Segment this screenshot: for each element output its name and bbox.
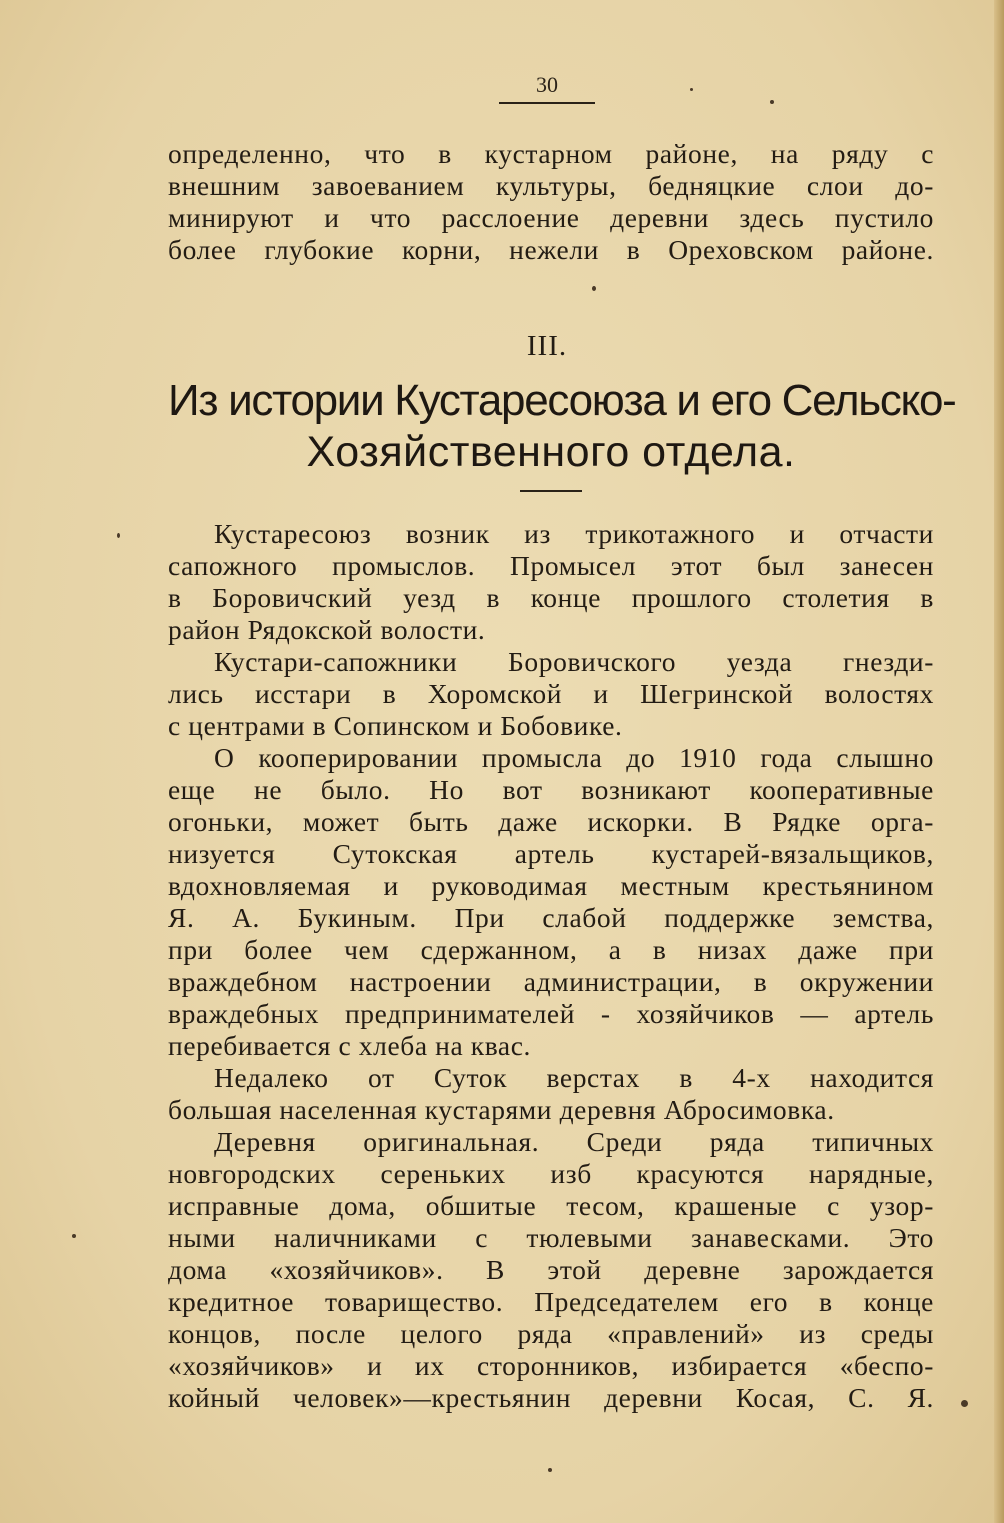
chapter-heading-line-1: Из истории Кустаресоюза и его Сельско- [168,376,956,425]
text-line: перебивается с хлеба на квас. [168,1030,532,1061]
text-line: при более чем сдержанном, а в низах даже при [168,934,934,965]
text-line: новгородских сереньких изб красуются нарядные, [168,1158,934,1189]
page-number-rule [499,102,595,104]
text-line: определенно, что в кустарном районе, на ряду с [168,138,934,169]
text-line: вдохновляемая и руководимая местным крестьянином [168,870,934,901]
text-line: «хозяйчиков» и их сторонников, избирается «беспо- [168,1350,934,1381]
chapter-heading-line-2: Хозяйственного отдела. [306,428,796,476]
text-line: исправные дома, обшитые тесом, крашеные с узор- [168,1190,934,1221]
ink-speck [770,100,774,104]
text-line: более глубокие корни, нежели в Ореховском районе. [168,234,934,265]
section-number: III. [526,330,568,362]
text-line: кредитное товарищество. Председателем его в конце [168,1286,934,1317]
text-line: Я. А. Букиным. При слабой поддержке земства, [168,902,934,933]
text-line: внешним завоеванием культуры, бедняцкие слои до- [168,170,934,201]
heading-rule [520,490,582,492]
text-line: район Рядокской волости. [168,614,486,645]
text-line: сапожного промыслов. Промысел этот был занесен [168,550,934,581]
page-number: 30 [536,72,558,97]
text-line: Деревня оригинальная. Среди ряда типичных [214,1126,934,1157]
ink-speck [690,88,693,91]
text-line: с центрами в Сопинском и Бобовике. [168,710,623,741]
text-line: минируют и что расслоение деревни здесь пустило [168,202,934,233]
text-line: О кооперировании промысла до 1910 года слышно [214,742,934,773]
text-line: большая населенная кустарями деревня Абросимовка. [168,1094,835,1125]
text-line: еще не было. Но вот возникают кооперативные [168,774,934,805]
ink-speck [961,1400,968,1407]
text-line: враждебных предпринимателей - хозяйчиков — артель [168,998,934,1029]
text-line: огоньки, может быть даже искорки. В Рядке орга- [168,806,934,837]
text-line: Кустаресоюз возник из трикотажного и отчасти [214,518,934,549]
text-line: концов, после целого ряда «правлений» из среды [168,1318,934,1349]
page-edge [994,0,1004,1523]
text-line: низуется Сутокская артель кустарей-вязальщиков, [168,838,934,869]
text-line: койный человек»—крестьянин деревни Косая, С. Я. [168,1382,934,1413]
text-line: дома «хозяйчиков». В этой деревне зарождается [168,1254,934,1285]
ink-speck [592,286,596,291]
text-line: Кустари-сапожники Боровичского уезда гнезди- [214,646,934,677]
text-line: Недалеко от Суток верстах в 4-х находится [214,1062,934,1093]
ink-speck [72,1234,76,1238]
text-line: ными наличниками с тюлевыми занавесками. Это [168,1222,934,1253]
ink-speck [117,533,120,538]
text-line: лись исстари в Хоромской и Шегринской волостях [168,678,934,709]
text-line: в Боровичский уезд в конце прошлого столетия в [168,582,934,613]
text-line: враждебном настроении администрации, в окружении [168,966,934,997]
ink-speck [548,1468,552,1472]
